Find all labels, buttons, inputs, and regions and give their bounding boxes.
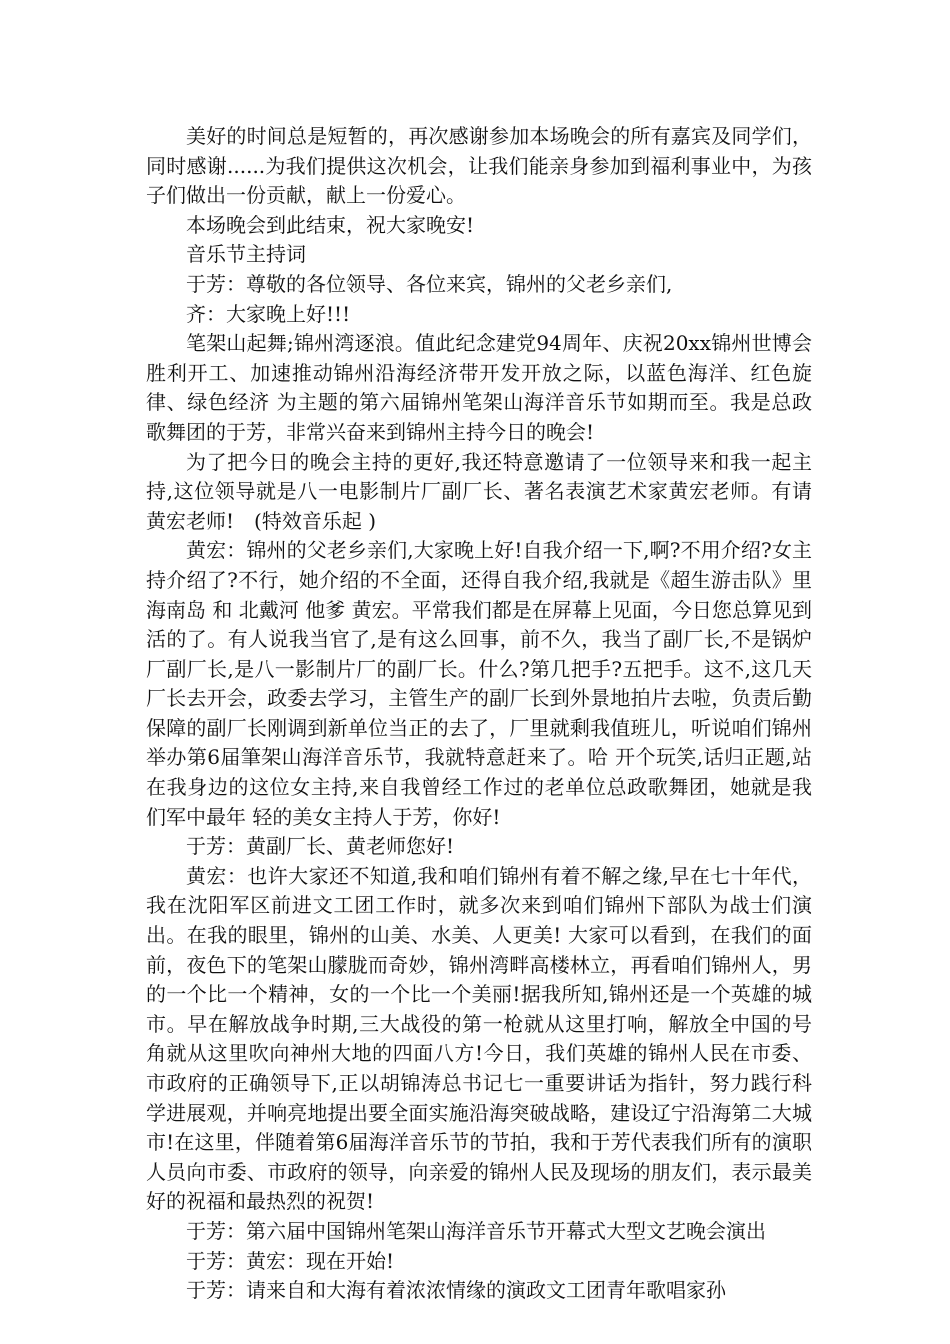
paragraph-huanghong-intro: 黄宏：锦州的父老乡亲们,大家晚上好!自我介绍一下,啊?不用介绍?女主持介绍了?不行，她介绍的不全面，还得自我介绍,我就是《超生游击队》里 海南岛 和 北戴河 他爹 黄宏。平常我们都是在屏幕上见面，今日您总算见到活的了。有人说我当官了,是有这么回事，前不久，我当了副厂长,不是锅炉厂副厂长,是八一影制片厂的副厂长。什么?第几把手?五把手。这不,这几天厂长去开会，政委去学习，主管生产的副厂长到外景地拍片去啦，负责后勤保障的副厂长刚调到新单位当正的去了，厂里就剩我值班儿，听说咱们锦州举办第6届筆架山海洋音乐节，我就特意赶来了。哈 开个玩笑,话归正题,站在我身边的这位女主持,来自我曾经工作过的老单位总政歌舞团，她就是我们军中最年 轻的美女主持人于芳，你好! — [146, 538, 812, 829]
section-title: 音乐节主持词 — [186, 242, 306, 267]
paragraph-invite-host: 为了把今日的晚会主持的更好,我还特意邀请了一位领导来和我一起主持,这位领导就是八一电影制片厂副厂长、著名表演艺术家黄宏老师。有请黄宏老师! (特效音乐起 ) — [146, 449, 812, 533]
paragraph-all-greeting: 齐：大家晚上好!!! — [186, 301, 351, 326]
paragraph-yufang-reply: 于芳：黄副厂长、黄老师您好! — [186, 834, 455, 859]
paragraph-huanghong-jinzhou: 黄宏：也许大家还不知道,我和咱们锦州有着不解之缘,早在七十年代，我在沈阳军区前进文工团工作时，就多次来到咱们锦州下部队为战士们演出。在我的眼里，锦州的山美、水美、人更美! 大家可以看到，在我们的面前，夜色下的笔架山朦胧而奇妙，锦州湾畔高楼林立，再看咱们锦州人，男的一个比一个精神，女的一个比一个美丽!据我所知,锦州还是一个英雄的城市。早在解放战争时期,三大战役的第一枪就从这里打响，解放全中国的号角就从这里吹向神州大地的四面八方!今日，我们英雄的锦州人民在市委、市政府的正确领导下,正以胡锦涛总书记七一重要讲话为指针，努力践行科学进展观，并响亮地提出要全面实施沿海突破战略，建设辽宁沿海第二大城市!在这里，伴随着第6届海洋音乐节的节拍，我和于芳代表我们所有的演职人员向市委、市政府的领导，向亲爱的锦州人民及现场的朋友们，表示最美好的祝福和最热烈的祝贺! — [146, 863, 812, 1214]
paragraph-goodnight: 本场晚会到此结束，祝大家晚安! — [186, 212, 475, 237]
document-body — [146, 122, 812, 1306]
paragraph-festival-intro: 笔架山起舞;锦州湾逐浪。值此纪念建党94周年、庆祝20xx锦州世博会胜利开工、加速推动锦州沿海经济带开发开放之际，以蓝色海洋、红色旋律、绿色经济 为主题的第六届锦州笔架山海洋音乐节如期而至。我是总政歌舞团的于芳，非常兴奋来到锦州主持今日的晚会! — [146, 331, 812, 444]
paragraph-invite-singer: 于芳：请来自和大海有着浓浓情缘的演政文工团青年歌唱家孙 — [186, 1278, 726, 1303]
paragraph-yufang-greeting: 于芳：尊敬的各位领导、各位来宾，锦州的父老乡亲们, — [186, 271, 673, 296]
paragraph-opening-announce: 于芳：第六届中国锦州笔架山海洋音乐节开幕式大型文艺晚会演出 — [186, 1218, 766, 1243]
paragraph-closing-thanks: 美好的时间总是短暂的，再次感谢参加本场晚会的所有嘉宾及同学们，同时感谢......为我们提供这次机会，让我们能亲身参加到福利事业中，为孩子们做出一份贡献，献上一份爱心。 — [146, 124, 812, 208]
paragraph-start: 于芳：黄宏：现在开始! — [186, 1248, 395, 1273]
